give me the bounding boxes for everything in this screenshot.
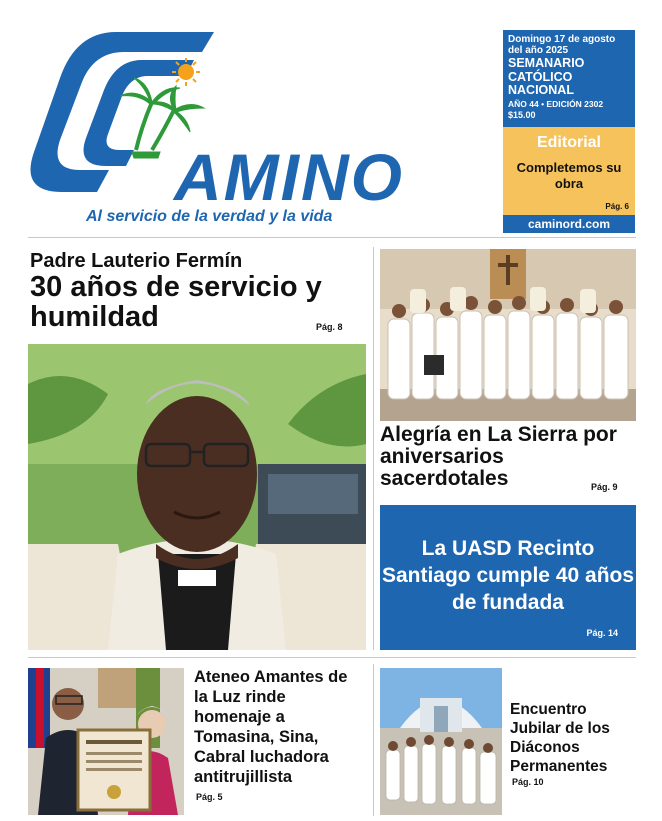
sierra-page: Pág. 9 (591, 482, 618, 492)
encuentro-page: Pág. 10 (512, 777, 544, 787)
ateneo-headline[interactable] (194, 667, 364, 787)
lead-story-page: Pág. 8 (316, 322, 343, 332)
sierra-headline[interactable] (380, 424, 636, 490)
encuentro-photo[interactable] (380, 668, 502, 815)
edition-number: AÑO 44 • EDICIÓN 2302 (508, 98, 604, 109)
issue-info-box (503, 30, 635, 127)
encuentro-headline[interactable] (510, 700, 640, 776)
editorial-heading: Editorial (536, 134, 601, 151)
uasd-page: Pág. 14 (586, 628, 618, 638)
website-link[interactable]: caminord.com (503, 215, 635, 233)
issue-date: Domingo 17 de agosto del año 2025 (508, 34, 616, 56)
price: $15.00 (508, 109, 536, 120)
ateneo-photo[interactable] (28, 668, 184, 815)
column-divider (373, 247, 374, 650)
tagline: Al servicio de la verdad y la vida (86, 208, 333, 225)
encuentro-headline-text: Encuentro Jubilar de los Diáconos Permanentes (510, 701, 610, 775)
ateneo-headline-text: Ateneo Amantes de la Luz rinde homenaje a Tomasina, Sina, Cabral luchadora antitrujillista (194, 668, 348, 786)
publication-type: SEMANARIO CATÓLICO NACIONAL (508, 56, 585, 97)
sierra-headline-text: Alegría en La Sierra por aniversarios sacerdotales (380, 423, 617, 490)
uasd-headline: La UASD Recinto Santiago cumple 40 años de fundada (381, 537, 635, 614)
bottom-divider (28, 657, 636, 658)
lead-story-headline-text: 30 años de servicio y humildad (30, 271, 322, 333)
ateneo-page: Pág. 5 (196, 792, 223, 802)
lead-story-photo[interactable] (28, 344, 366, 650)
bottom-column-divider (373, 664, 374, 816)
editorial-page: Pág. 6 (605, 202, 629, 211)
logo-wordmark: AMINO (174, 140, 404, 214)
lead-story-kicker[interactable]: Padre Lauterio Fermín (30, 250, 243, 272)
uasd-story-box[interactable] (380, 505, 636, 650)
camino-logo (24, 30, 434, 215)
masthead-divider (28, 237, 636, 238)
editorial-box[interactable] (503, 127, 635, 215)
editorial-title: Completemos su obra (516, 160, 622, 191)
sierra-group-photo[interactable] (380, 249, 636, 421)
